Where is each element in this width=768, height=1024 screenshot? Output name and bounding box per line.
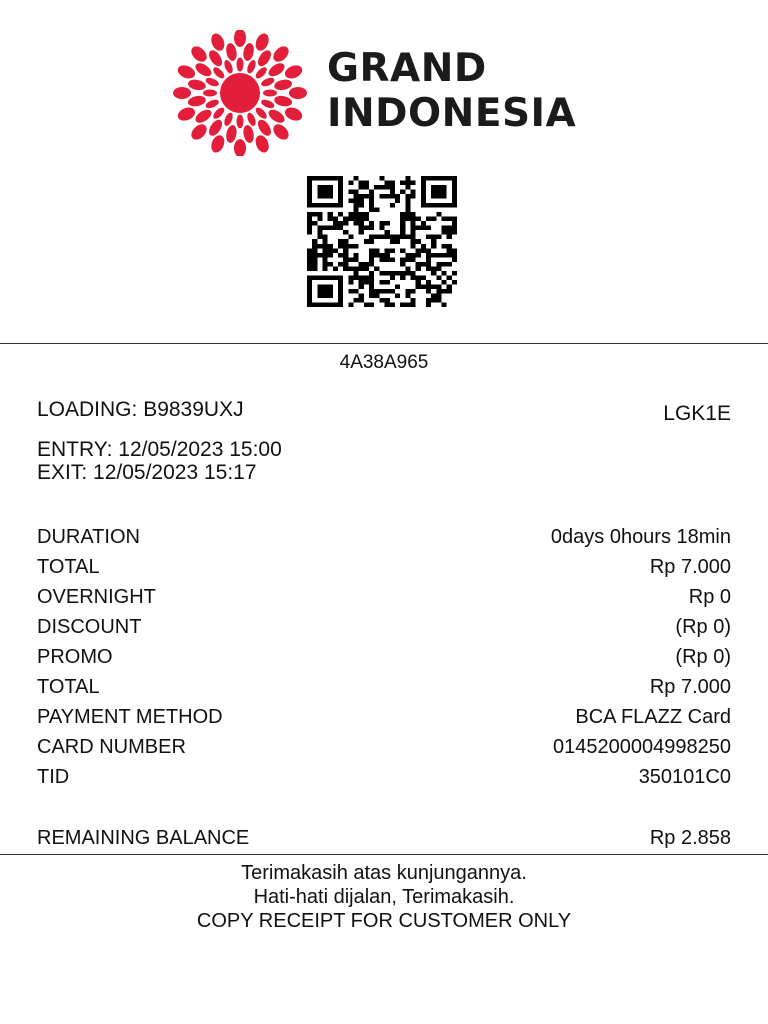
detail-value: Rp 7.000 [649, 556, 731, 578]
qr-code-icon [307, 176, 457, 307]
grand-indonesia-logo-icon [170, 30, 310, 156]
detail-value: BCA FLAZZ Card [575, 706, 731, 728]
detail-row [37, 585, 731, 615]
remaining-balance-label: REMAINING BALANCE [37, 827, 250, 849]
detail-row [37, 675, 731, 705]
detail-value: Rp 0 [688, 586, 731, 608]
detail-row [37, 555, 731, 585]
detail-label: TOTAL [37, 556, 100, 578]
detail-label: TOTAL [37, 676, 100, 698]
footer-line-2: Hati-hati dijalan, Terimakasih. [253, 886, 515, 908]
footer-message [0, 861, 768, 933]
detail-row [37, 525, 731, 555]
detail-label: PROMO [37, 646, 113, 668]
remaining-balance-row [37, 826, 731, 856]
detail-row [37, 615, 731, 645]
brand-line-1: GRAND [327, 46, 487, 91]
detail-row [37, 765, 731, 795]
divider-top [0, 343, 768, 344]
detail-row [37, 735, 731, 765]
footer-line-1: Terimakasih atas kunjungannya. [241, 862, 527, 884]
gate-code: LGK1E [663, 402, 731, 425]
detail-value: Rp 7.000 [649, 676, 731, 698]
detail-value: 0days 0hours 18min [550, 526, 731, 548]
remaining-balance-value: Rp 2.858 [649, 827, 731, 849]
brand-name [327, 46, 576, 136]
detail-value: 0145200004998250 [553, 736, 731, 758]
brand-line-2: INDONESIA [327, 91, 577, 136]
detail-row [37, 645, 731, 675]
detail-label: CARD NUMBER [37, 736, 186, 758]
detail-value: (Rp 0) [675, 646, 731, 668]
detail-row [37, 705, 731, 735]
detail-label: TID [37, 766, 70, 788]
ticket-code: 4A38A965 [339, 352, 429, 373]
detail-label: DISCOUNT [37, 616, 142, 638]
footer-line-3: COPY RECEIPT FOR CUSTOMER ONLY [196, 910, 572, 932]
entry-time: ENTRY: 12/05/2023 15:00 [37, 438, 282, 461]
divider-bottom [0, 854, 768, 855]
receipt-details [37, 525, 731, 795]
detail-label: PAYMENT METHOD [37, 706, 223, 728]
detail-label: OVERNIGHT [37, 586, 156, 608]
detail-value: 350101C0 [638, 766, 731, 788]
detail-value: (Rp 0) [675, 616, 731, 638]
loading-plate: LOADING: B9839UXJ [37, 398, 244, 421]
detail-label: DURATION [37, 526, 140, 548]
exit-time: EXIT: 12/05/2023 15:17 [37, 461, 257, 484]
